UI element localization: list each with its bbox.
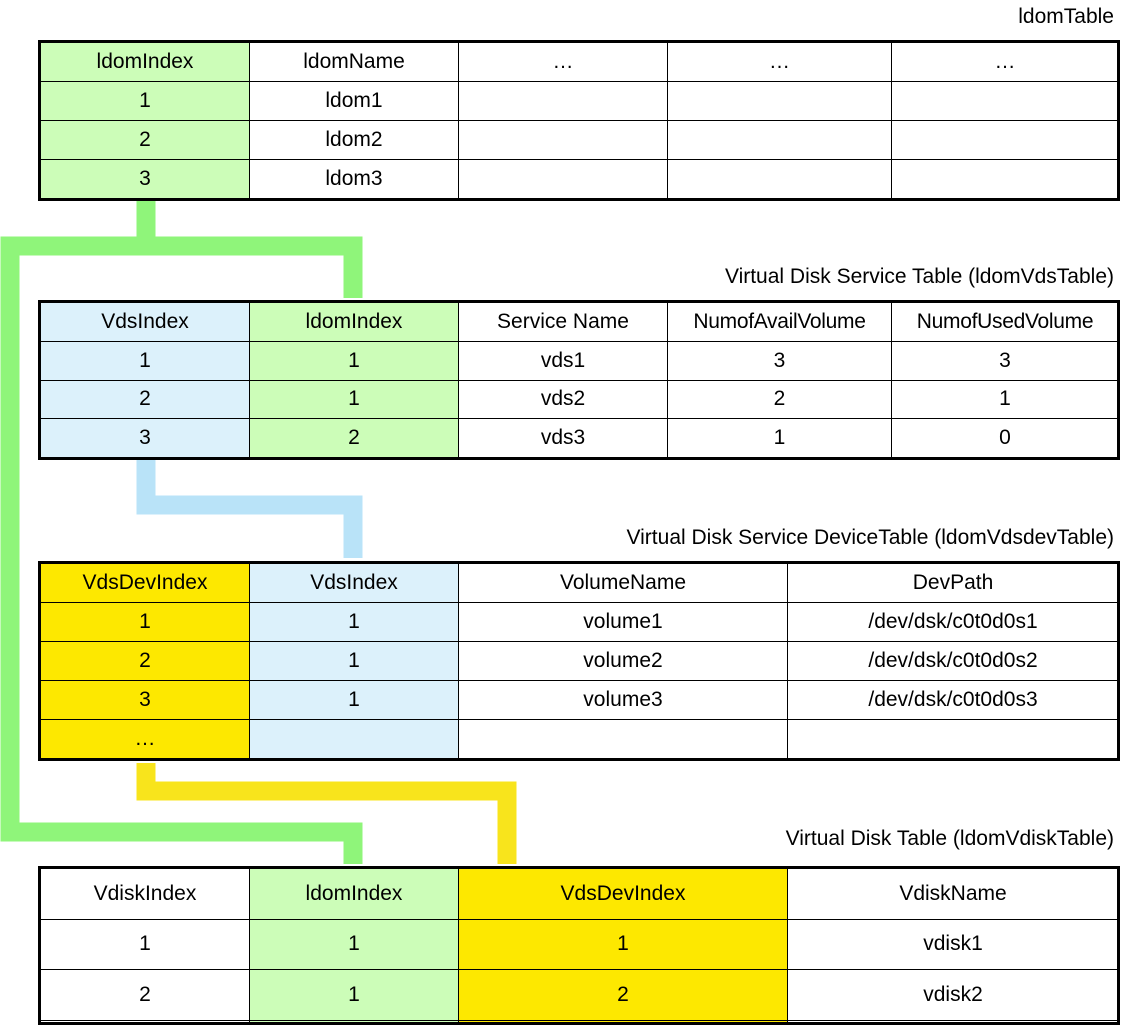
cell-empty: [892, 82, 1119, 121]
cell-empty: [892, 121, 1119, 160]
cell-service-name: vds3: [459, 419, 668, 458]
cell-dev-path: [788, 720, 1119, 759]
table-row: [41, 160, 1119, 199]
cell-volume-name: [459, 720, 788, 759]
cell-dev-path: /dev/dsk/c0t0d0s1: [788, 603, 1119, 642]
header-vds-index: VdsIndex: [41, 303, 250, 342]
vdsdev-index-connector: [146, 763, 507, 864]
cell-service-name: vds2: [459, 380, 668, 419]
table-row: [41, 642, 1119, 681]
cell-empty: [459, 160, 668, 199]
cell-ldom-index: 1: [250, 380, 459, 419]
header-ellipsis: …: [459, 43, 668, 82]
cell-empty: [668, 160, 892, 199]
vdisk-table: [40, 868, 1119, 1023]
vdsdev-table-caption: Virtual Disk Service DeviceTable (ldomVdsdevTable): [626, 526, 1114, 549]
cell-ldom-name: ldom3: [250, 160, 459, 199]
vds-index-connector: [146, 459, 353, 558]
table-row: [41, 121, 1119, 160]
cell-vdsdev-index: 3: [41, 681, 250, 720]
cell-empty: [668, 82, 892, 121]
cell-ldom-index: 1: [250, 341, 459, 380]
header-num-avail-volume: NumofAvailVolume: [668, 303, 892, 342]
cell-ldom-name: ldom1: [250, 82, 459, 121]
table-header-row: [41, 564, 1119, 603]
header-ellipsis: …: [668, 43, 892, 82]
cell-ldom-index: 1: [250, 919, 459, 970]
cell-ldom-name: ldom2: [250, 121, 459, 160]
table-header-row: [41, 43, 1119, 82]
cell-vds-index: 1: [250, 603, 459, 642]
table-row: [41, 82, 1119, 121]
cell-ldom-index: 1: [250, 970, 459, 1021]
cell-empty: [892, 160, 1119, 199]
cell-num-used-volume: 0: [892, 419, 1119, 458]
cell-vds-index: 3: [41, 419, 250, 458]
header-ldom-index: ldomIndex: [250, 869, 459, 920]
cell-empty: [668, 121, 892, 160]
table-row: [41, 380, 1119, 419]
vdsdev-table: [40, 563, 1119, 759]
cell-volume-name: volume3: [459, 681, 788, 720]
table-row: [41, 720, 1119, 759]
vds-table: [40, 302, 1119, 458]
header-vds-index: VdsIndex: [250, 564, 459, 603]
vds-table-caption: Virtual Disk Service Table (ldomVdsTable): [724, 265, 1114, 288]
vdisk-table-caption: Virtual Disk Table (ldomVdiskTable): [785, 827, 1114, 850]
ldom-index-connector: [10, 200, 353, 864]
cell-vdsdev-index: [459, 1020, 788, 1022]
table-header-row: [41, 303, 1119, 342]
cell-vds-index: 1: [41, 341, 250, 380]
table-row: [41, 970, 1119, 1021]
header-dev-path: DevPath: [788, 564, 1119, 603]
cell-num-used-volume: 1: [892, 380, 1119, 419]
cell-vdsdev-index: 1: [41, 603, 250, 642]
cell-vds-index: 2: [41, 380, 250, 419]
cell-vds-index: 1: [250, 642, 459, 681]
header-ldom-index: ldomIndex: [250, 303, 459, 342]
header-vdsdev-index: VdsDevIndex: [459, 869, 788, 920]
cell-empty: [459, 121, 668, 160]
table-row: [41, 341, 1119, 380]
cell-vdisk-name: vdisk1: [788, 919, 1119, 970]
table-row: [41, 919, 1119, 970]
cell-num-avail-volume: 1: [668, 419, 892, 458]
header-ellipsis: …: [892, 43, 1119, 82]
cell-num-avail-volume: 3: [668, 341, 892, 380]
ldom-table: [40, 42, 1119, 199]
cell-volume-name: volume1: [459, 603, 788, 642]
cell-vdisk-name: [788, 1020, 1119, 1022]
table-row: [41, 419, 1119, 458]
header-vdisk-name: VdiskName: [788, 869, 1119, 920]
cell-ldom-index: [250, 1020, 459, 1022]
cell-vdisk-index: 1: [41, 919, 250, 970]
header-ldom-index: ldomIndex: [41, 43, 250, 82]
cell-vdsdev-index: …: [41, 720, 250, 759]
cell-vds-index: 1: [250, 681, 459, 720]
cell-empty: [459, 82, 668, 121]
cell-vdisk-index: [41, 1020, 250, 1022]
cell-vdsdev-index: 1: [459, 919, 788, 970]
table-row: [41, 603, 1119, 642]
cell-ldom-index: 2: [250, 419, 459, 458]
header-volume-name: VolumeName: [459, 564, 788, 603]
cell-vdisk-index: 2: [41, 970, 250, 1021]
header-num-used-volume: NumofUsedVolume: [892, 303, 1119, 342]
cell-vdsdev-index: 2: [459, 970, 788, 1021]
header-vdsdev-index: VdsDevIndex: [41, 564, 250, 603]
cell-vdisk-name: vdisk2: [788, 970, 1119, 1021]
cell-vdsdev-index: 2: [41, 642, 250, 681]
header-ldom-name: ldomName: [250, 43, 459, 82]
table-row: [41, 1020, 1119, 1022]
table-row: [41, 681, 1119, 720]
cell-volume-name: volume2: [459, 642, 788, 681]
table-header-row: [41, 869, 1119, 920]
ldom-table-caption: ldomTable: [1018, 5, 1114, 28]
cell-dev-path: /dev/dsk/c0t0d0s3: [788, 681, 1119, 720]
cell-service-name: vds1: [459, 341, 668, 380]
cell-dev-path: /dev/dsk/c0t0d0s2: [788, 642, 1119, 681]
cell-num-used-volume: 3: [892, 341, 1119, 380]
cell-ldom-index: 1: [41, 82, 250, 121]
header-vdisk-index: VdiskIndex: [41, 869, 250, 920]
cell-ldom-index: 3: [41, 160, 250, 199]
cell-num-avail-volume: 2: [668, 380, 892, 419]
cell-vds-index: [250, 720, 459, 759]
header-service-name: Service Name: [459, 303, 668, 342]
cell-ldom-index: 2: [41, 121, 250, 160]
